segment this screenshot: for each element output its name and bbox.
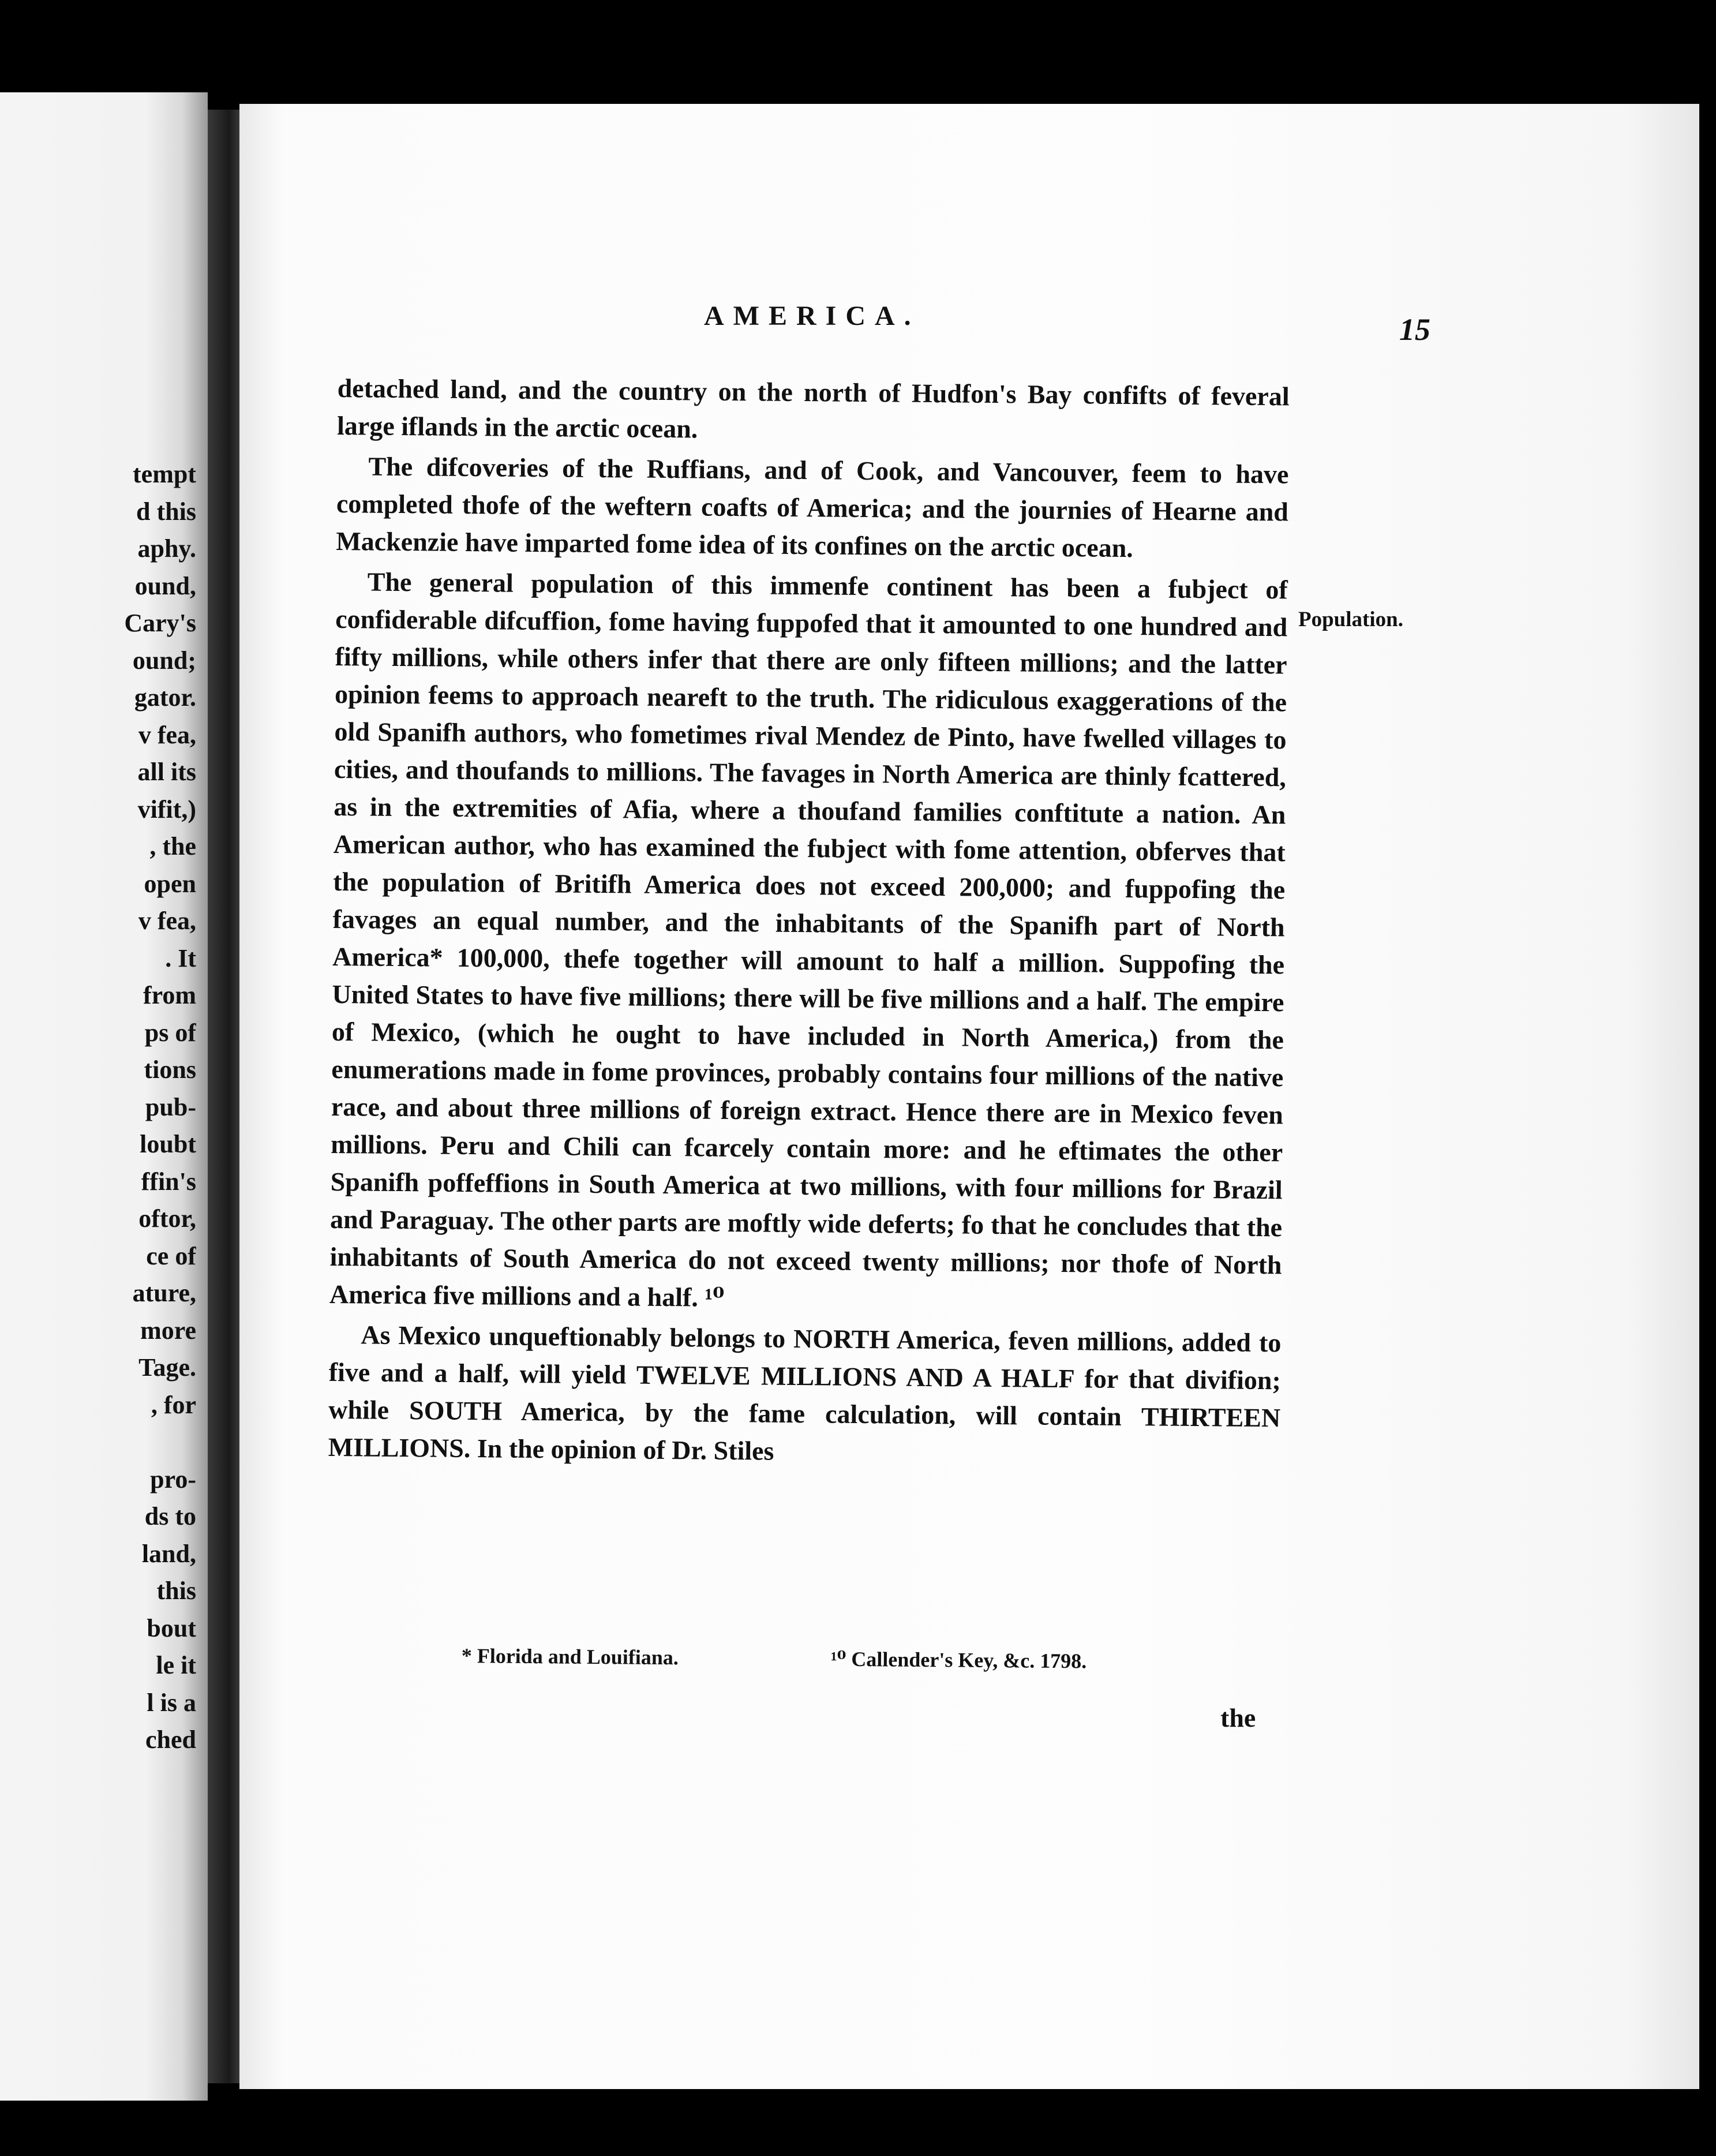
facing-line: , the [149,832,196,860]
facing-line: ds to [144,1502,196,1530]
facing-line: bout [147,1614,196,1642]
facing-line: ps of [144,1018,196,1047]
footnote: * Florida and Louifiana. [461,1644,679,1670]
facing-line: ound, [134,571,196,600]
facing-line: l is a [147,1688,196,1717]
paragraph: The general population of this immenfe continent has been a fubject of confiderable difcuffion, fome having fuppofed that it amounted to one hundred and fifty millions, while others infer that there are only fifteen millions; and the latter opinion feems to approach neareft to the truth. The ridiculous exaggerations of the old Spanifh authors, who fometimes rival Mendez de Pinto, have fwelled villages to cities, and thoufands to millions. The favages in North America are thinly fcattered, as in the extremities of Afia, where a thoufand families conftitute a nation. An American author, who has examined the fubject with fome attention, obferves that the population of Britifh America does not exceed 200,000; and fuppofing the favages an equal number, and the inhabitants of the Spanifh part of North America* 100,000, thefe together will amount to half a million. Suppofing the United States to have five millions; there will be five millions and a half. The empire of Mexico, (which he ought to have included in North America,) from the enumerations made in fome provinces, probably contains four millions of the native race, and about three millions of foreign extract. Hence there are in Mexico feven millions. Peru and Chili can fcarcely contain more: and he eftimates the other Spanifh poffeffions in South America at two millions, with four millions for Brazil and Paraguay. The other parts are moftly wide deferts; fo that he concludes that the inhabitants of South America do not exceed twenty millions; nor thofe of North America five millions and a half. ¹⁰ [329,567,1288,1312]
facing-line: ce of [146,1241,196,1270]
facing-line: gator. [134,683,196,712]
facing-line: pro- [150,1465,196,1494]
facing-line: Tage. [138,1353,196,1382]
facing-line: Cary's [124,609,196,637]
facing-line: v fea, [138,720,196,749]
facing-line: land, [141,1539,196,1568]
facing-line: ched [145,1725,196,1754]
page-number: 15 [1399,312,1430,347]
facing-line: ound; [132,646,196,675]
facing-line: ature, [132,1279,196,1307]
paragraph: As Mexico unqueftionably belongs to NORTH America, feven millions, added to five and a half, will yield TWELVE MILLIONS AND A HALF for that divifion; while SOUTH America, by the fame calculation, will contain THIRTEEN MILLIONS. In the opinion of Dr. Stiles [328,1320,1282,1466]
facing-line: from [143,981,196,1009]
facing-line: pub- [145,1092,196,1121]
facing-line: le it [156,1651,196,1679]
facing-line [0,1424,196,1461]
running-title: AMERICA. [704,301,920,331]
facing-line: all its [137,758,196,786]
facing-line: ffin's [141,1167,196,1196]
facing-line: vifit,) [137,795,196,824]
facing-line: tions [144,1055,196,1084]
margin-note: Population. [1298,608,1403,631]
facing-line: this [156,1577,196,1605]
footnote: ¹⁰ Callender's Key, &c. 1798. [830,1647,1087,1673]
facing-line: aphy. [137,534,196,563]
paragraph: The difcoveries of the Ruffians, and of Cook, and Vancouver, feem to have completed thofe of the weftern coafts of America; and the journies of Hearne and Mackenzie have imparted fome idea of its confines on the arctic ocean. [336,451,1289,563]
facing-line: more [140,1316,196,1345]
facing-line: oftor, [138,1204,196,1233]
body-text [328,369,1290,1474]
facing-line: loubt [140,1130,196,1158]
facing-line: v fea, [138,907,196,935]
facing-line: , for [151,1390,196,1419]
catchword: the [1220,1703,1256,1732]
paragraph: detached land, and the country on the north of Hudfon's Bay confifts of feveral large iflands in the arctic ocean. [336,373,1290,444]
facing-page-text [0,456,196,1759]
facing-line: d this [136,497,196,526]
facing-line: tempt [133,460,196,488]
facing-page [0,92,208,2101]
facing-line: open [144,869,196,898]
facing-line: . It [165,944,196,972]
